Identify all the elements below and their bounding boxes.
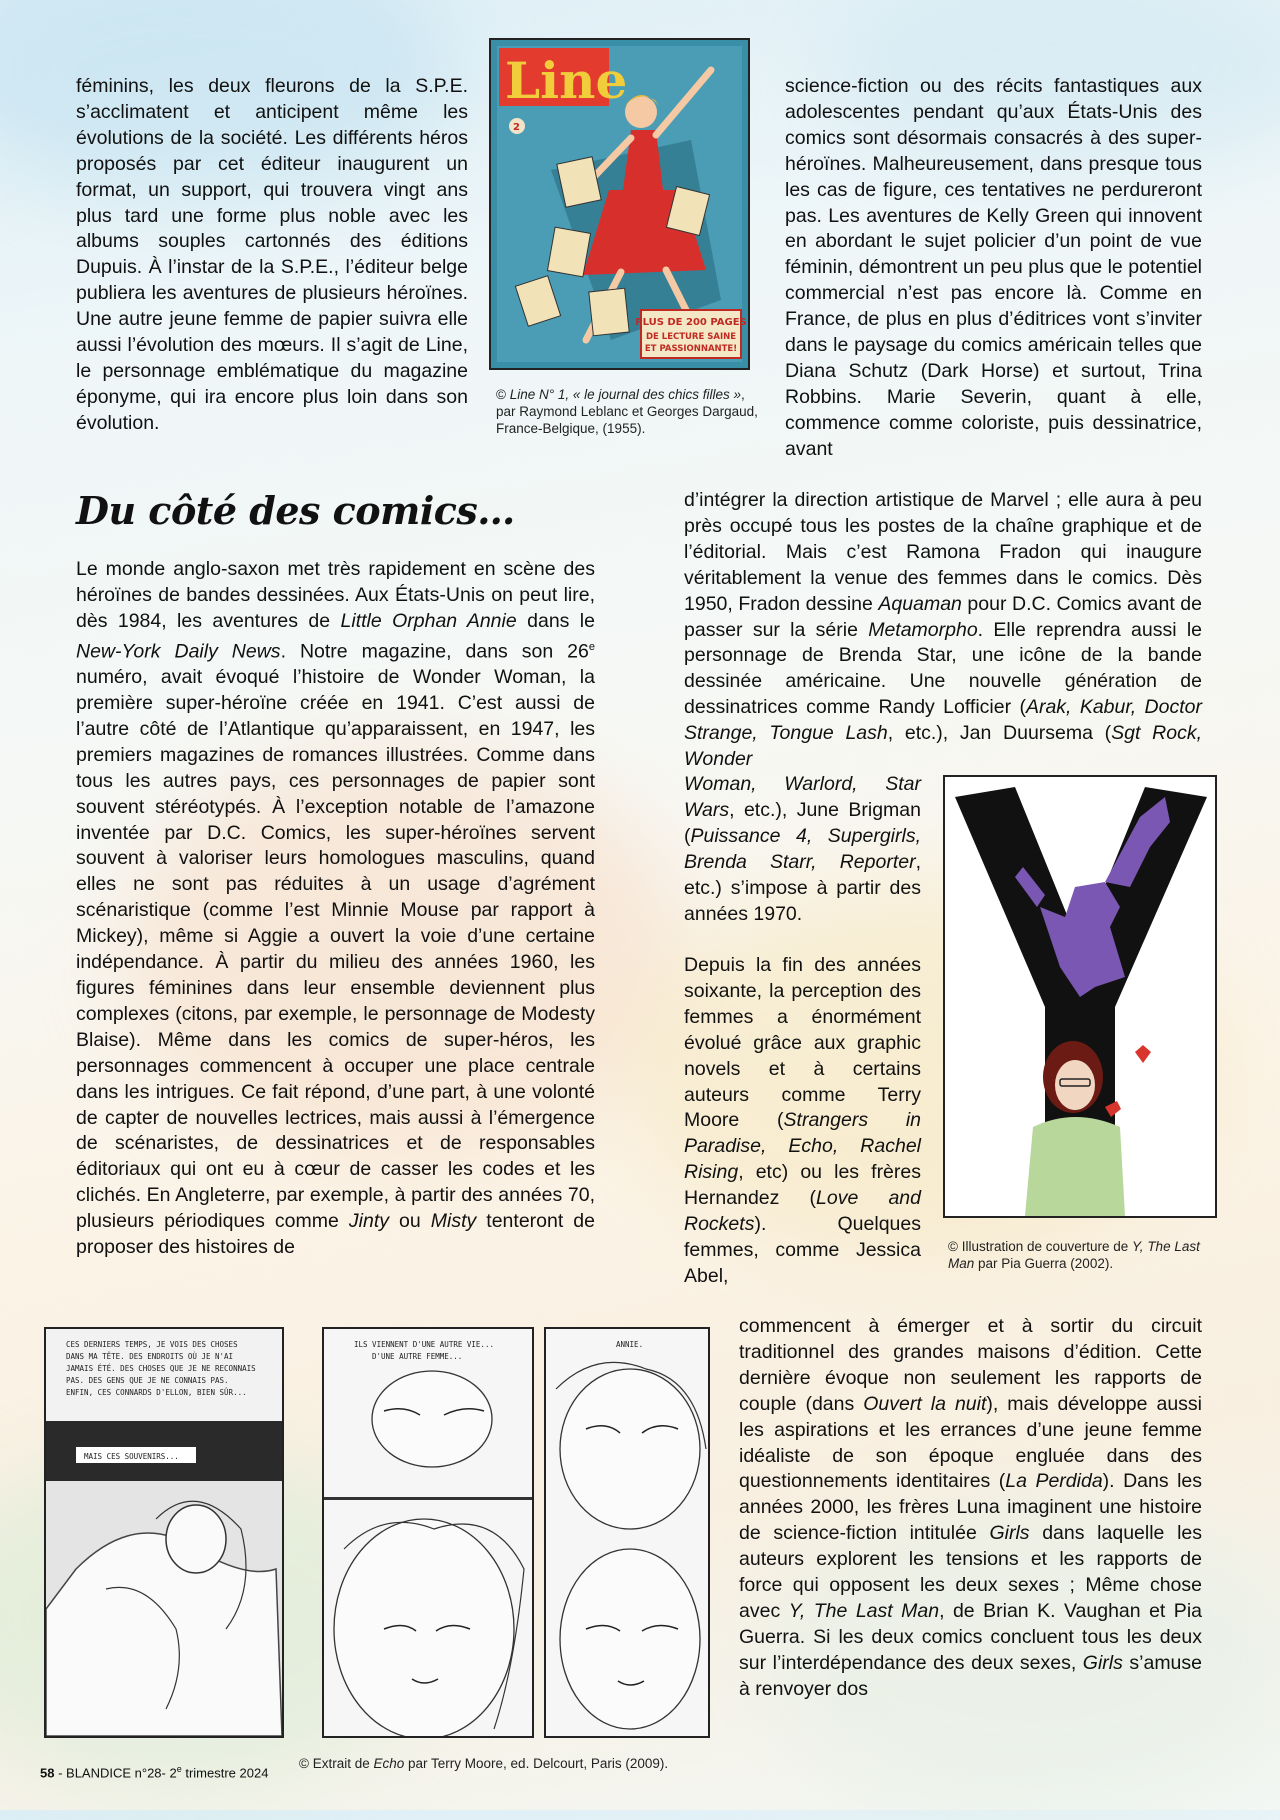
right-bottom-paragraph — [739, 1314, 1202, 1703]
right-narrow-paragraph-2 — [684, 953, 921, 1290]
echo-p1-line5: ENFIN, CES CONNARDS D'ELLON, BIEN SÛR... — [66, 1388, 247, 1397]
right-narrow-paragraph-1 — [684, 772, 921, 927]
echo-p1-line6: MAIS CES SOUVENIRS... — [84, 1452, 179, 1461]
echo-p1-line2: DANS MA TÊTE. DES ENDROITS OÙ JE N'AI — [66, 1352, 234, 1361]
right-top-paragraph — [785, 74, 1202, 463]
y-last-man-caption: © Illustration de couverture de Y, The Last Man par Pia Guerra (2002). — [948, 1239, 1200, 1271]
page-number: 58 — [40, 1765, 55, 1781]
cover-title: Line — [505, 51, 628, 110]
section-heading: Du côté des comics… — [76, 488, 515, 533]
right-mid-text: d’intégrer la direction artistique de Marvel ; elle aura à peu près occupé tous les postes de la chaîne graphique et de l’éditorial. Mais c’est Ramona Fradon qui inaugure véritablement la venue des femmes dans le comics. Dès 1950, Fradon dessine Aquaman pour D.C. Comics avant de passer sur la série Metamorpho. Elle reprendra aussi le personnage de Brenda Star, une icône de la bande dessinée américaine. Une nouvelle génération de dessinatrices comme Randy Lofficier (Arak, Kabur, Doctor Strange, Tongue Lash, etc.), Jan Duursema (Sgt Rock, Wonder — [684, 489, 1202, 771]
line-cover-illustration — [491, 40, 748, 368]
echo-p1-line1: CES DERNIERS TEMPS, JE VOIS DES CHOSES — [66, 1340, 238, 1349]
echo-p3-line1: ANNIE. — [616, 1340, 644, 1349]
y-last-man-illustration — [945, 777, 1215, 1216]
echo-p2-line2: D'UNE AUTRE FEMME... — [372, 1352, 463, 1361]
y-last-man-cover-image — [945, 777, 1215, 1216]
line-cover-image — [491, 40, 748, 368]
left-main-text: Le monde anglo-saxon met très rapidement en scène des héroïnes de bandes dessinées. Aux États-Unis on peut lire, dès 1984, les aventures de Little Orphan Annie dans le New-York Daily News. Notre magazine, dans son 26e numéro, avait évoqué l’histoire de Wonder Woman, la première super-héroïne créée en 1941. C’est aussi de l’autre côté de l’Atlantique qu’apparaissent, en 1947, les premiers magazines de romances illustrées. Comme dans tous les autres pays, ces personnages de papier sont souvent stéréotypés. À l’exception notable de l’amazone inventée par D.C. Comics, les super-héroïnes servent souvent à valoriser leurs homologues masculins, quand elles ne sont pas réduites à un usage d’agrément scénaristique (comme l’est Minnie Mouse par rapport à Mickey), même si Aggie a ouvert la voie d’une certaine indépendance. À partir du milieu des années 1960, les figures féminines dans leur ensemble deviennent plus complexes (citons, par exemple, le personnage de Modesty Blaise). Même dans les comics de super-héros, les personnages commencent à occuper une place centrale dans les intrigues. Ce fait répond, d’une part, à une volonté de capter de nouvelles lectrices, mais aussi à l’émergence de scénaristes, de dessinatrices et de responsables éditoriaux qui ont eu à cœur de casser les codes et les clichés. En Angleterre, par exemple, à partir des années 70, plusieurs périodiques comme Jinty ou Misty tenteront de proposer des histoires de — [76, 558, 595, 1259]
echo-caption: © Extrait de Echo par Terry Moore, ed. Delcourt, Paris (2009). — [299, 1756, 669, 1771]
echo-panel-3-drawing — [546, 1329, 708, 1736]
right-narrow-text-1: Woman, Warlord, Star Wars, etc.), June Brigman (Puissance 4, Supergirls, Brenda Starr, Reporter, etc.) s’impose à partir des années 1970. — [684, 773, 921, 925]
echo-p1-line4: PAS. DES GENS QUE JE NE CONNAIS PAS. — [66, 1376, 229, 1385]
echo-p2-line1: ILS VIENNENT D'UNE AUTRE VIE... — [354, 1340, 494, 1349]
right-mid-paragraph — [684, 488, 1202, 773]
right-top-text: science-fiction ou des récits fantastiques aux adolescentes pendant qu’aux États-Unis des comics sont désormais consacrés à des super-héroïnes. Malheureusement, dans presque tous les cas de figure, ces tentatives ne perdureront pas. Les aventures de Kelly Green qui innovent en abordant le sujet policier d’un point de vue féminin, démontrent un peu plus que le potentiel commercial n’est pas encore là. Comme en France, de plus en plus d’éditrices vont s’inviter dans le paysage du comics américain telles que Diana Schutz (Dark Horse) et surtout, Trina Robbins. Marie Severin, quant à elle, commence comme coloriste, puis dessinatrice, avant — [785, 75, 1202, 460]
line-cover-caption: © Line N° 1, « le journal des chics filles », par Raymond Leblanc et Georges Dargaud, France-Belgique, (1955). — [496, 387, 758, 436]
page-footer: 58 - BLANDICE n°28- 2e trimestre 2024 — [40, 1764, 269, 1781]
echo-panel-3 — [546, 1329, 708, 1736]
echo-p1-line3: JAMAIS ÉTÉ. DES CHOSES QUE JE NE RECONNAIS — [66, 1364, 256, 1373]
echo-panel-2-drawing — [324, 1329, 532, 1736]
right-bottom-text: commencent à émerger et à sortir du circuit traditionnel des grandes maisons d’édition. Cette dernière évoque non seulement les rapports de couple (dans Ouvert la nuit), mais développe aussi les aspirations et les errances d’une jeune femme idéaliste de son époque engluée dans des questionnements identitaires (La Perdida). Dans les années 2000, les frères Luna imaginent une histoire de science-fiction intitulée Girls dans laquelle les auteurs explorent les tensions et les rapports de force qui opposent les deux sexes ; Même chose avec Y, The Last Man, de Brian K. Vaughan et Pia Guerra. Si les deux comics concluent tous les deux sur l’interdépendance des deux sexes, Girls s’amuse à renvoyer dos — [739, 1315, 1202, 1700]
echo-panel-2 — [324, 1329, 532, 1736]
echo-panel-1 — [46, 1329, 282, 1736]
cover-banner-line2: DE LECTURE SAINE — [645, 332, 737, 342]
cover-number: 2 — [513, 122, 520, 133]
cover-banner-line3: ET PASSIONNANTE! — [644, 344, 738, 354]
right-narrow-text-2: Depuis la fin des années soixante, la perception des femmes a énormément évolué grâce aux graphic novels et à certains auteurs comme Terry Moore (Strangers in Paradise, Echo, Rachel Rising, etc) ou les frères Hernandez (Love and Rockets). Quelques femmes, comme Jessica Abel, — [684, 954, 922, 1287]
cover-banner-line1: PLUS DE 200 PAGES — [635, 317, 747, 328]
left-top-text: féminins, les deux fleurons de la S.P.E. s’acclimatent et anticipent même les évolutions de la société. Les différents héros proposés par cet éditeur inaugurent un format, un support, qui trouvera vingt ans plus tard une forme plus noble avec les albums souples cartonnés des éditions Dupuis. À l’instar de la S.P.E., l’éditeur belge publiera les aventures de plusieurs héroïnes. Une autre jeune femme de papier suivra elle aussi l’évolution des mœurs. Il s’agit de Line, le personnage emblématique du magazine éponyme, qui ira encore plus loin dans son évolution. — [76, 75, 468, 434]
left-top-paragraph — [76, 74, 468, 437]
left-main-paragraph — [76, 557, 595, 1261]
echo-panel-1-drawing — [46, 1329, 282, 1736]
